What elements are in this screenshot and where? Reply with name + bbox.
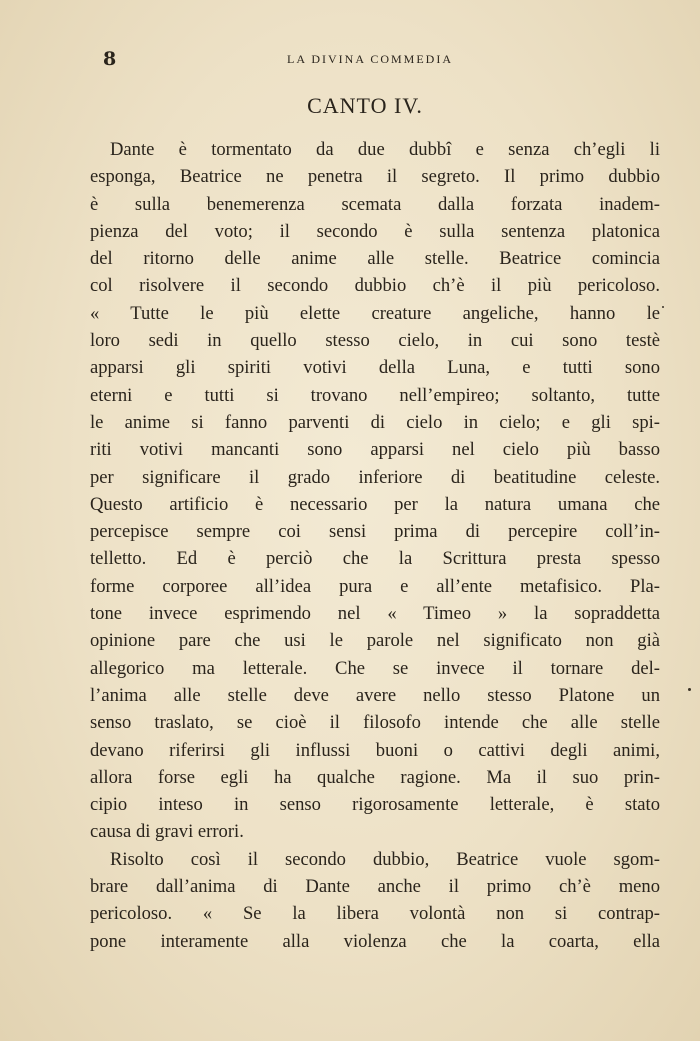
- text-line: esponga, Beatrice ne penetra il segreto. Il primo dubbio: [90, 166, 660, 188]
- text-line: Risolto così il secondo dubbio, Beatrice vuole sgom-: [110, 848, 660, 870]
- running-head: LA DIVINA COMMEDIA: [287, 52, 453, 66]
- text-line: pienza del voto; il secondo è sulla sentenza platonica: [90, 220, 660, 242]
- text-line: devano riferirsi gli influssi buoni o cattivi degli animi,: [90, 739, 660, 761]
- text-line: del ritorno delle anime alle stelle. Beatrice comincia: [90, 248, 660, 270]
- text-line: Questo artificio è necessario per la natura umana che: [90, 493, 660, 515]
- text-line: riti votivi mancanti sono apparsi nel cielo più basso: [90, 439, 660, 461]
- text-line: senso traslato, se cioè il filosofo intende che alle stelle: [90, 712, 660, 734]
- text-line: pone interamente alla violenza che la coarta, ella: [90, 930, 660, 952]
- text-line: forme corporee all’idea pura e all’ente metafisico. Pla-: [90, 575, 660, 597]
- text-line: percepisce sempre coi sensi prima di percepire coll’in-: [90, 521, 660, 543]
- text-line: cipio inteso in senso rigorosamente letterale, è stato: [90, 794, 660, 816]
- text-line: « Tutte le più elette creature angeliche, hanno le: [90, 302, 660, 324]
- text-line: eterni e tutti si trovano nell’empireo; soltanto, tutte: [90, 384, 660, 406]
- text-line: apparsi gli spiriti votivi della Luna, e tutti sono: [90, 357, 660, 379]
- text-line: allora forse egli ha qualche ragione. Ma il suo prin-: [90, 766, 660, 788]
- text-line: col risolvere il secondo dubbio ch’è il più pericoloso.: [90, 275, 660, 297]
- text-line: l’anima alle stelle deve avere nello stesso Platone un: [90, 684, 660, 706]
- text-line: opinione pare che usi le parole nel significato non già: [90, 630, 660, 652]
- text-line: Dante è tormentato da due dubbî e senza ch’egli li: [110, 139, 660, 160]
- canto-title: CANTO IV.: [307, 93, 423, 118]
- text-line: causa di gravi errori.: [90, 821, 244, 843]
- page-number: 8: [103, 48, 117, 70]
- paper-speck: [662, 306, 664, 308]
- text-line: tone invece esprimendo nel « Timeo » la sopraddetta: [90, 603, 660, 625]
- text-line: pericoloso. « Se la libera volontà non si contrap-: [90, 903, 660, 925]
- text-line: loro sedi in quello stesso cielo, in cui sono testè: [90, 330, 660, 352]
- canto-summary-text: [90, 136, 660, 955]
- page-header: [0, 48, 700, 70]
- text-line: allegorico ma letterale. Che se invece il tornare del-: [90, 657, 660, 679]
- text-line: telletto. Ed è perciò che la Scrittura presta spesso: [90, 548, 660, 570]
- text-line: le anime si fanno parventi di cielo in cielo; e gli spi-: [90, 411, 660, 433]
- text-line: è sulla benemerenza scemata dalla forzata inadem-: [90, 193, 660, 215]
- text-line: brare dall’anima di Dante anche il primo ch’è meno: [90, 876, 660, 898]
- paper-speck: [688, 688, 691, 691]
- text-line: per significare il grado inferiore di beatitudine celeste.: [90, 466, 660, 488]
